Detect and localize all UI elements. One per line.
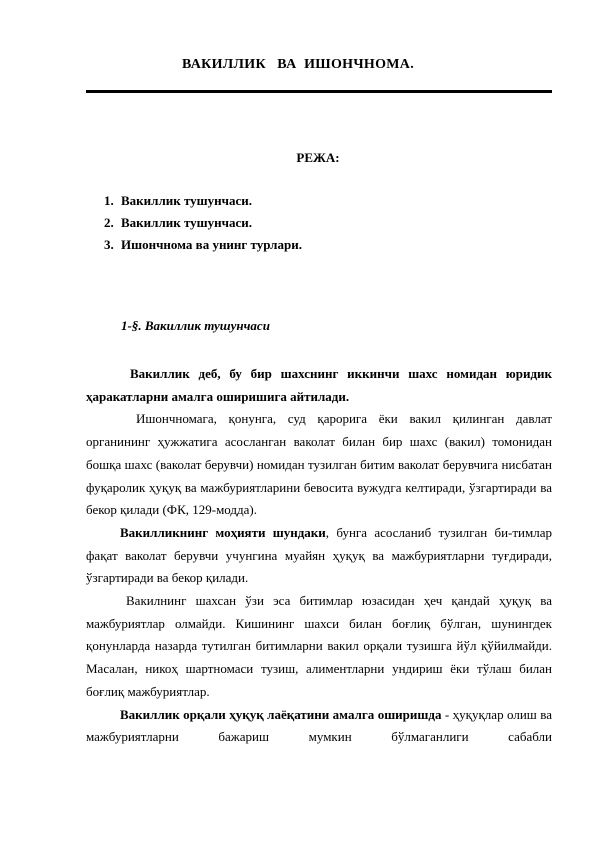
plan-item-number: 2. <box>104 215 114 230</box>
paragraph-definition: Вакиллик деб, бу бир шахснинг иккинчи шахс номидан юридик ҳаракатларни амалга оширишига айтилади. <box>86 366 552 404</box>
plan-item <box>104 190 302 212</box>
paragraph-representative: Вакилнинг шахсан ўзи эса битимлар юзасидан ҳеч қандай ҳуқуқ ва мажбуриятлар олмайди. Кишининг шахси билан боғлиқ бўлган, шунингдек қонунларда назарда тутилган битимларни вакил орқали тузишга йўл қўйилмайди. Масалан, никоҳ шартномаси тузиш, алиментларни ундириш ёки тўлаш билан боғлиқ мажбуриятлар. <box>86 593 552 699</box>
plan-heading: РЕЖА: <box>296 150 340 165</box>
document-title: ВАКИЛЛИК ВА ИШОНЧНОМА. <box>182 57 414 72</box>
paragraph-essence-body: , бунга асосланиб тузилган би-тимлар фақат ваколат берувчи учунгина муайян ҳуқуқ ва мажбуриятларни туғдиради, ўзгартиради ва бекор қилади. <box>86 524 552 586</box>
paragraph-capacity-body: - ҳуқуқлар олиш ва мажбуриятларни бажариш мумкин бўлмаганлиги сабабли <box>86 706 552 745</box>
plan-item-text: Вакиллик тушунчаси. <box>121 193 252 208</box>
paragraph-essence-lead: Вакилликнинг моҳияти шундаки <box>120 524 326 540</box>
plan-item <box>104 234 302 256</box>
plan-item-text: Вакиллик тушунчаси. <box>121 215 252 230</box>
body-text <box>86 363 552 749</box>
paragraph-capacity <box>86 704 552 749</box>
plan-item-number: 3. <box>104 237 114 252</box>
plan-item-text: Ишончнома ва унинг турлари. <box>121 237 302 252</box>
paragraph-essence <box>86 522 552 590</box>
plan-item-number: 1. <box>104 193 114 208</box>
paragraph-capacity-lead: Вакиллик орқали ҳуқуқ лаёқатини амалга оширишда <box>120 706 442 722</box>
paragraph-power-of-attorney: Ишончномага, қонунга, суд қарорига ёки вакил қилинган давлат органининг ҳужжатига асосланган ваколат билан бир шахс (вакил) томонидан бошқа шахс (ваколат берувчи) номидан тузилган битим ваколат берувчига нисбатан фуқаролик ҳуқуқ ва мажбуриятларини бевосита вужудга келтиради, ўзгартиради ва бекор қилади (ФК, 129-модда). <box>86 411 552 518</box>
section-heading: 1-§. Вакиллик тушунчаси <box>121 318 270 333</box>
plan-item <box>104 212 302 234</box>
title-underline-rule <box>86 90 552 93</box>
plan-list <box>104 190 302 256</box>
